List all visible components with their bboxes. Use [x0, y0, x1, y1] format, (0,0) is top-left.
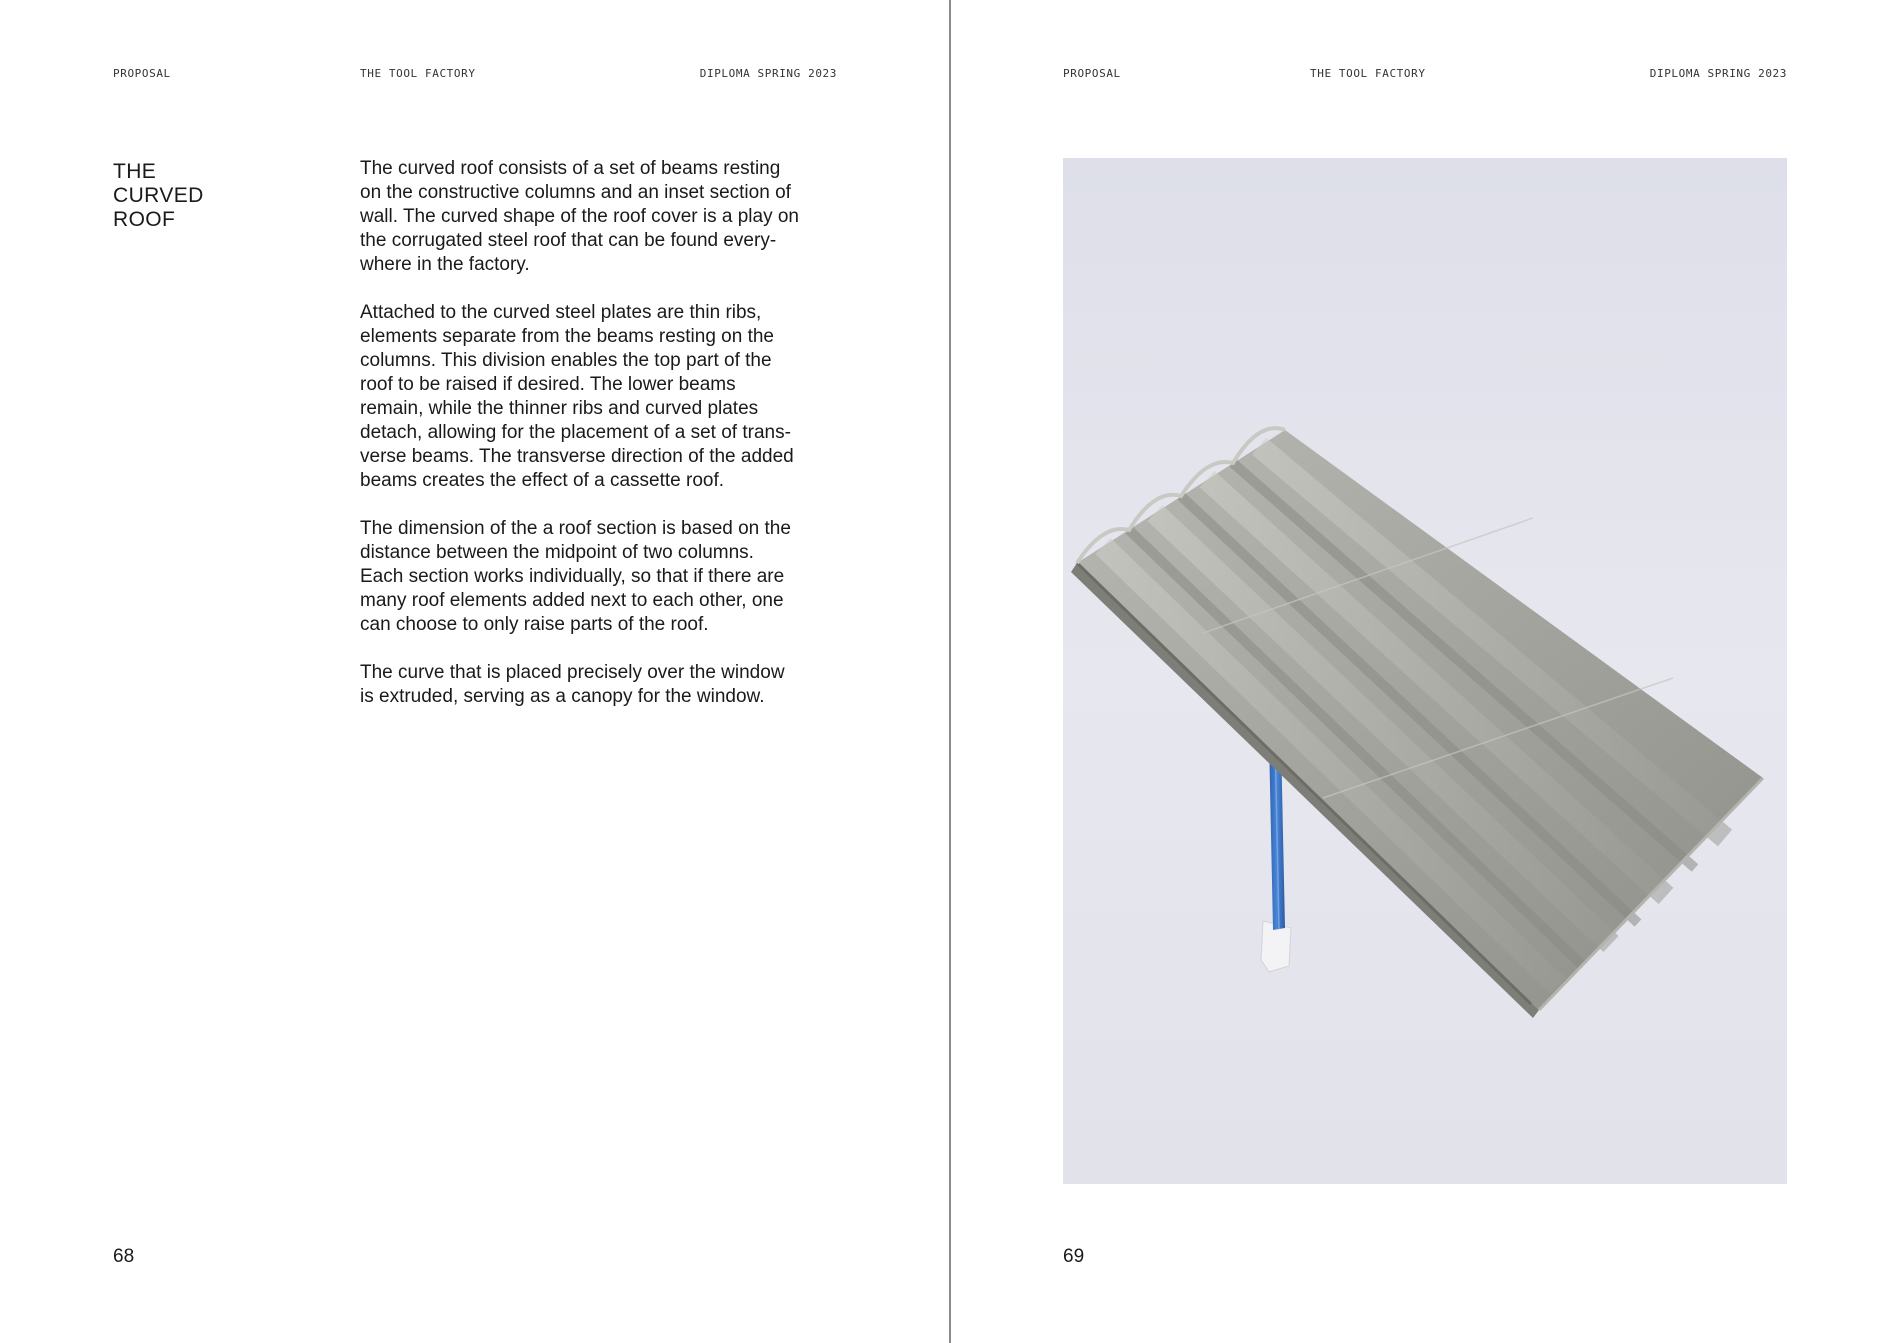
chapter-title-line: ROOF: [113, 208, 176, 231]
running-header-edition: DIPLOMA SPRING 2023: [1649, 67, 1787, 80]
text-line: The curve that is placed precisely over the window: [360, 662, 785, 683]
text-line: on the constructive columns and an inset section of: [360, 182, 791, 203]
text-line: elements separate from the beams resting on the: [360, 326, 775, 347]
running-header-project: THE TOOL FACTORY: [360, 67, 476, 80]
text-line: The curved roof consists of a set of beams resting: [360, 158, 781, 179]
page-number: 69: [1063, 1246, 1085, 1267]
right-page: [951, 0, 1900, 1343]
running-header-edition: DIPLOMA SPRING 2023: [699, 67, 837, 80]
text-line: roof to be raised if desired. The lower beams: [360, 374, 736, 395]
text-line: where in the factory.: [360, 254, 530, 275]
text-line: many roof elements added next to each other, one: [360, 590, 784, 611]
text-line: Each section works individually, so that if there are: [360, 566, 785, 587]
page-number: 68: [113, 1246, 135, 1267]
text-line: columns. This division enables the top part of the: [360, 350, 772, 371]
text-line: the corrugated steel roof that can be found every-: [360, 230, 777, 251]
running-header-section: PROPOSAL: [113, 67, 171, 80]
running-header-section: PROPOSAL: [1063, 67, 1121, 80]
text-line: verse beams. The transverse direction of the added: [360, 446, 794, 467]
text-line: detach, allowing for the placement of a set of trans-: [360, 422, 791, 443]
text-line: wall. The curved shape of the roof cover is a play on: [360, 206, 800, 227]
text-line: The dimension of the a roof section is based on the: [360, 518, 791, 539]
running-header-project: THE TOOL FACTORY: [1310, 67, 1426, 80]
paragraph: [360, 157, 850, 277]
body-text: [360, 157, 850, 733]
paragraph: [360, 301, 850, 493]
chapter-title-line: CURVED: [113, 184, 204, 207]
paragraph: [360, 517, 850, 637]
paragraph: [360, 661, 850, 709]
text-line: is extruded, serving as a canopy for the window.: [360, 686, 765, 707]
text-line: remain, while the thinner ribs and curved plates: [360, 398, 759, 419]
text-line: Attached to the curved steel plates are thin ribs,: [360, 302, 762, 323]
roof-model-illustration: [1063, 158, 1787, 1184]
text-line: beams creates the effect of a cassette roof.: [360, 470, 725, 491]
chapter-title-line: THE: [113, 160, 157, 183]
left-page: [0, 0, 949, 1343]
text-line: can choose to only raise parts of the roof.: [360, 614, 709, 635]
chapter-title: [113, 160, 313, 232]
corrugated-roof-model-photo: [1063, 158, 1787, 1184]
text-line: distance between the midpoint of two columns.: [360, 542, 754, 563]
